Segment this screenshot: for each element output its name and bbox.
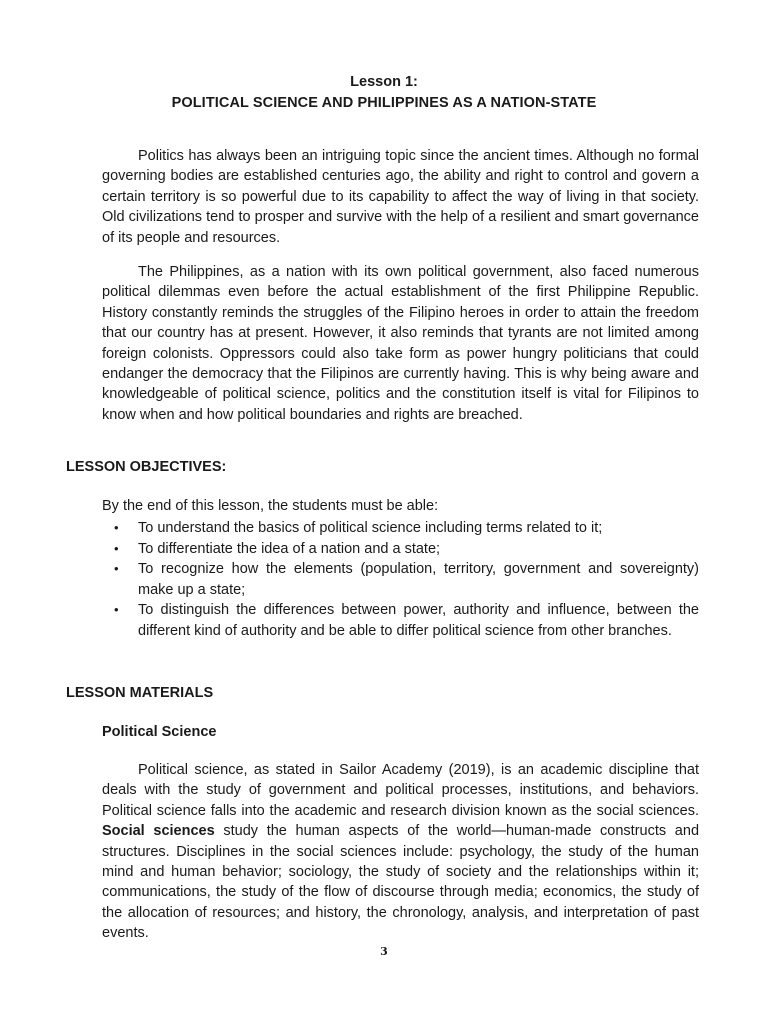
objective-item [102,518,699,539]
objective-item [102,559,699,600]
objective-item [102,600,699,641]
political-science-paragraph [102,760,699,944]
paragraph-text-after-term: study the human aspects of the world—human-made constructs and structures. Disciplines in the social sciences include: psychology, the study of the human mind and human behavior; sociology, the study of society and the relationships within it; communications, the study of the flow of discourse through media; economics, the study of the allocation of resources; and history, the chronology, analysis, and interpretation of past events. [102,823,700,942]
page-number: 3 [380,945,388,958]
objective-text: To understand the basics of political science including terms related to it; [138,520,603,536]
materials-heading: LESSON MATERIALS [66,685,214,701]
bullet-icon: • [114,540,119,556]
intro-paragraph-2: The Philippines, as a nation with its own political government, also faced numerous political dilemmas even before the actual establishment of the first Philippine Republic. History constantly reminds the struggles of the Filipino heroes in order to attain the freedom that our country has at present. However, it also reminds that tyrants are not limited among foreign colonists. Oppressors could also take form as power hungry politicians that could endanger the democracy that the Filipinos are currently having. This is why being aware and knowledgeable of political science, politics and the constitution itself is vital for Filipinos to know when and how political boundaries and rights are breached. [102,264,699,423]
objective-text: To differentiate the idea of a nation and a state; [138,540,441,557]
bullet-icon: • [114,520,119,535]
lesson-title: POLITICAL SCIENCE AND PHILIPPINES AS A NATION-STATE [171,95,597,111]
lesson-label: Lesson 1: [350,74,418,90]
paragraph-text-before-term: Political science, as stated in Sailor Academy (2019), is an academic discipline that deals with the study of government and political processes, institutions, and behaviors. Political science falls into the academic and research division known as the social sciences. [102,762,699,819]
bullet-icon: • [114,602,119,618]
objective-item [102,539,699,560]
political-science-subheading: Political Science [102,724,217,740]
objectives-intro: By the end of this lesson, the students must be able: [102,498,439,514]
social-sciences-term: Social sciences [102,823,215,840]
objectives-heading: LESSON OBJECTIVES: [66,459,227,475]
bullet-icon: • [114,561,119,577]
objective-text: To distinguish the differences between power, authority and influence, between the different kind of authority and be able to differ political science from other branches. [138,602,699,639]
intro-paragraph-1: Politics has always been an intriguing topic since the ancient times. Although no formal governing bodies are established centuries ago, the ability and right to control and govern a certain territory is so powerful due to its capability to affect the way of living in that society. Old civilizations tend to prosper and survive with the help of a resilient and smart governance of its people and resources. [102,148,699,246]
objective-text: To recognize how the elements (population, territory, government and sovereignty) make up a state; [138,561,699,598]
objectives-list [102,518,699,642]
